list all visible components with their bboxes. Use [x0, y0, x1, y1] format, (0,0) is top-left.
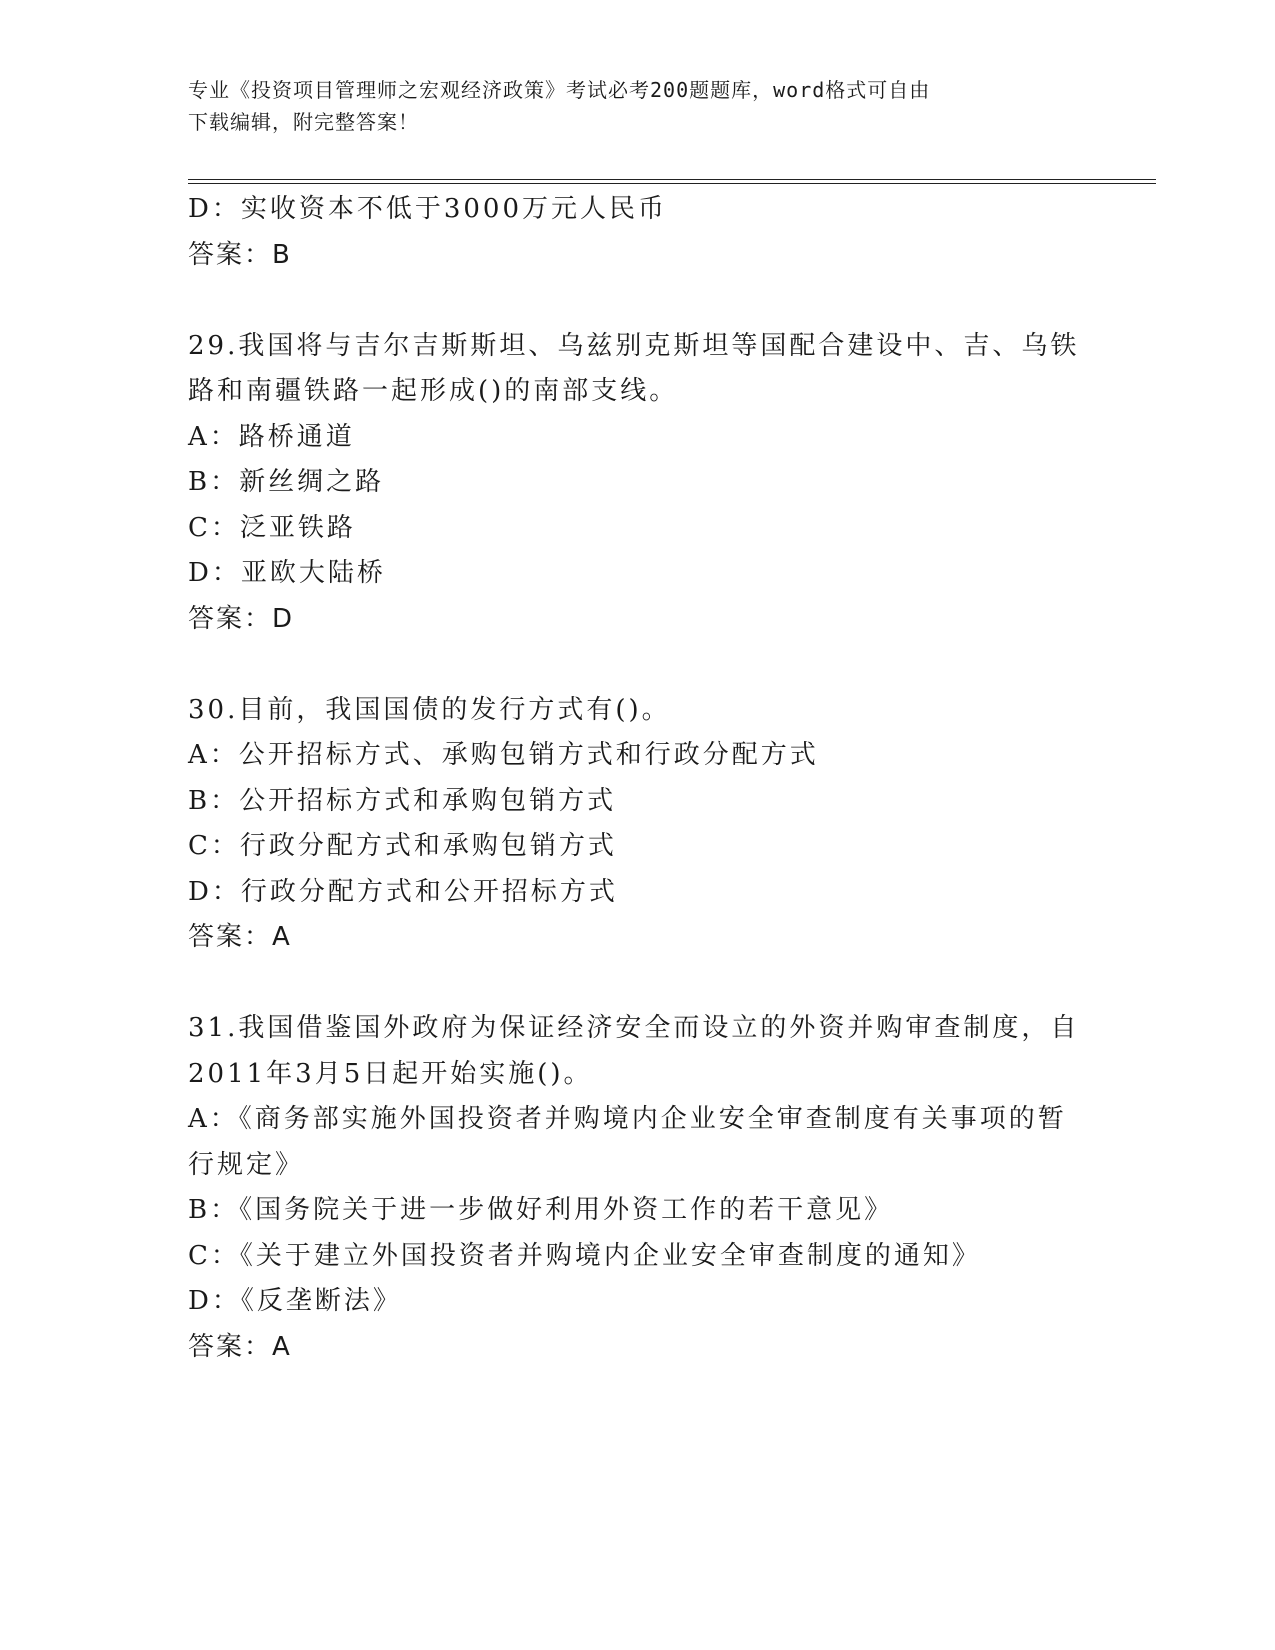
q30-stem: 30.目前，我国国债的发行方式有()。: [188, 694, 671, 725]
header-divider-bottom: [188, 183, 1156, 184]
q29-answer: 答案：D: [188, 603, 295, 634]
q30-option-b: B：公开招标方式和承购包销方式: [188, 785, 617, 816]
document-header: [188, 74, 1068, 138]
q29-stem-line-1: 29.我国将与吉尔吉斯斯坦、乌兹别克斯坦等国配合建设中、吉、乌铁: [188, 330, 1080, 361]
q31-stem-line-2: 2011年3月5日起开始实施()。: [188, 1058, 593, 1089]
q30-option-c: C：行政分配方式和承购包销方式: [188, 831, 617, 861]
q30-option-d: D：行政分配方式和公开招标方式: [188, 876, 618, 907]
q28-answer: 答案：B: [188, 239, 292, 270]
question-list: [188, 187, 1088, 1370]
q31-option-a-line-1: A：《商务部实施外国投资者并购境内企业安全审查制度有关事项的暂: [188, 1104, 1067, 1134]
q31-stem-line-1: 31.我国借鉴国外政府为保证经济安全而设立的外资并购审查制度，自: [188, 1013, 1080, 1043]
q31-answer: 答案：A: [188, 1331, 292, 1362]
q31-option-d: D：《反垄断法》: [188, 1286, 402, 1316]
q31-option-a-line-2: 行规定》: [188, 1149, 305, 1180]
q28-option-d: D：实收资本不低于3000万元人民币: [188, 194, 668, 224]
header-line-1: 专业《投资项目管理师之宏观经济政策》考试必考200题题库，word格式可自由: [188, 78, 931, 102]
q29-stem-line-2: 路和南疆铁路一起形成()的南部支线。: [188, 376, 679, 406]
q29-option-d: D：亚欧大陆桥: [188, 558, 386, 588]
q30-option-a: A：公开招标方式、承购包销方式和行政分配方式: [188, 740, 819, 770]
header-line-2: 下载编辑，附完整答案！: [188, 110, 419, 134]
q31-option-b: B：《国务院关于进一步做好利用外资工作的若干意见》: [188, 1195, 894, 1225]
q31-option-c: C：《关于建立外国投资者并购境内企业安全审查制度的通知》: [188, 1240, 981, 1271]
q29-option-b: B：新丝绸之路: [188, 467, 385, 497]
q29-option-a: A：路桥通道: [188, 421, 355, 452]
q30-answer: 答案：A: [188, 922, 292, 952]
q29-option-c: C：泛亚铁路: [188, 512, 356, 543]
header-divider-top: [188, 179, 1156, 180]
